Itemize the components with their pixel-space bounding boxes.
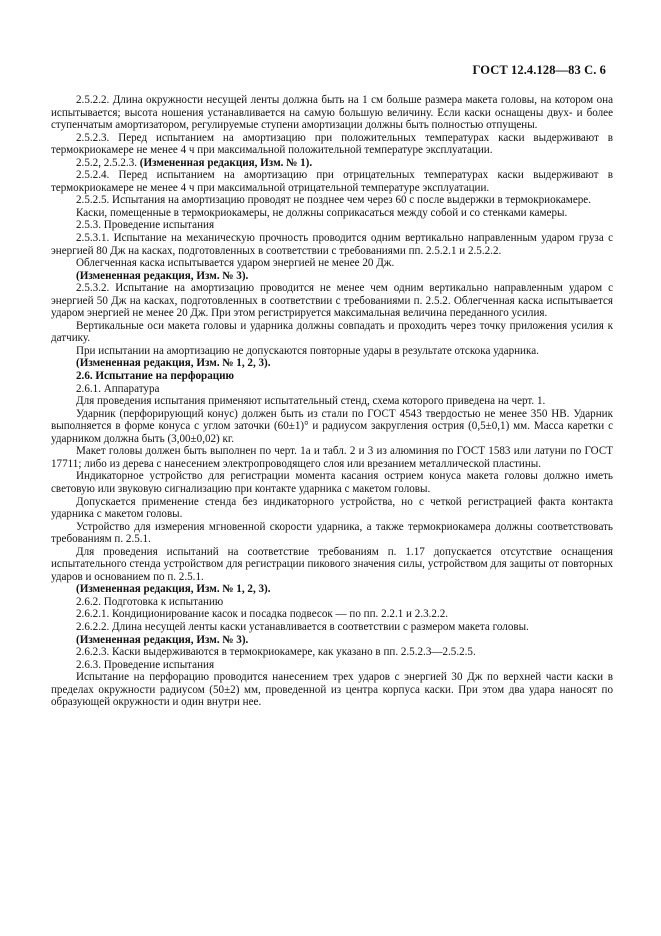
amendment-note: (Измененная редакция, Изм. № 1, 2, 3). (76, 357, 271, 370)
subsection-heading: 2.6.3. Проведение испытания (76, 658, 215, 671)
amendment-note: (Измененная редакция, Изм. № 3). (76, 633, 249, 646)
amendment-note: (Измененная редакция, Изм. № 3). (76, 269, 249, 282)
paragraph: При испытании на амортизацию не допускаются повторные удары в результате отскока ударника. (76, 344, 539, 357)
paragraph: Испытание на перфорацию проводится нанесением трех ударов с энергией 30 Дж по верхней части каски в пределах окружности радиусом (50±2) мм, проведенной из центра корпуса каски. При этом два удара наносят по образующей окружности и один внутри нее. (51, 671, 613, 709)
paragraph: Устройство для измерения мгновенной скорости ударника, а также термокриокамера должны соответствовать требованиям п. 2.5.1. (51, 520, 613, 546)
page-header: ГОСТ 12.4.128—83 С. 6 (472, 63, 606, 77)
paragraph: 2.6.2.1. Кондиционирование касок и посадка подвесок — по пп. 2.2.1 и 2.3.2.2. (76, 608, 449, 621)
paragraph: 2.5.2.4. Перед испытанием на амортизацию при отрицательных температурах каски выдерживают в термокриокамере не менее 4 ч при максимальной отрицательной температуре эксплуатации. (51, 169, 613, 194)
paragraph: 2.5.2.5. Испытания на амортизацию проводят не позднее чем через 60 с после выдержки в термокриокамере. (76, 194, 591, 207)
document-body (51, 94, 613, 709)
subsection-heading: 2.6.1. Аппаратура (76, 382, 160, 395)
paragraph: 2.5.2.3. Перед испытанием на амортизацию при положительных температурах каски выдерживают в термокриокамере не менее 4 ч при максимальной положительной температуре эксплуатации. (51, 131, 613, 157)
paragraph: Вертикальные оси макета головы и ударника должны совпадать и проходить через точку приложения усилия к датчику. (51, 319, 613, 345)
amendment-note: (Измененная редакция, Изм. № 1, 2, 3). (76, 583, 271, 596)
paragraph: Допускается применение стенда без индикаторного устройства, но с четкой регистрацией факта контакта ударника с макетом головы. (51, 495, 613, 521)
paragraph: Индикаторное устройство для регистрации момента касания острием конуса макета головы должно иметь световую или звуковую сигнализацию при контакте ударника с макетом головы. (51, 470, 613, 495)
paragraph: Макет головы должен быть выполнен по черт. 1а и табл. 2 и 3 из алюминия по ГОСТ 1583 или латуни по ГОСТ 17711; либо из дерева с нанесением электропроводящего слоя или врезанием металлической пластины. (51, 445, 613, 470)
paragraph: 2.5.3.2. Испытание на амортизацию проводится не менее чем одним вертикально направленным ударом с энергией 50 Дж на касках, подготовленных в соответствии с требованиями п. 2.5.2. Облегченная каска испытывается ударом энергией не менее 20 Дж. При этом регистрируется максимальная величина переданного усилия. (51, 282, 613, 320)
paragraph (51, 157, 613, 170)
section-heading: 2.6. Испытание на перфорацию (76, 370, 235, 383)
paragraph: Для проведения испытаний на соответствие требованиям п. 1.17 допускается отсутствие оснащения испытательного стенда устройством для регистрации пикового значения силы, устройством для защиты от повторных ударов и основанием по п. 2.5.1. (51, 545, 613, 583)
amendment-note: (Измененная редакция, Изм. № 1). (139, 156, 313, 169)
paragraph: Каски, помещенные в термокриокамеры, не должны соприкасаться между собой и со стенками камеры. (76, 206, 568, 219)
subsection-heading: 2.6.2. Подготовка к испытанию (76, 595, 224, 608)
paragraph: 2.5.3.1. Испытание на механическую прочность проводится одним вертикально направленным ударом груза с энергией 80 Дж на касках, подготовленных в соответствии с требованиями пп. 2.5.2.1 и 2.5.2.2. (51, 232, 613, 257)
paragraph: 2.6.2.3. Каски выдерживаются в термокриокамере, как указано в пп. 2.5.2.3—2.5.2.5. (76, 646, 476, 659)
paragraph: Облегченная каска испытывается ударом энергией не менее 20 Дж. (76, 257, 395, 270)
paragraph: 2.6.2.2. Длина несущей ленты каски устанавливается в соответствии с размером макета головы. (76, 620, 529, 633)
paragraph: 2.5.2.2. Длина окружности несущей ленты должна быть на 1 см больше размера макета головы, на котором она испытывается; высота ношения устанавливается на самую большую величину. Если каски оснащены двух- и более ступенчатым амортизатором, регулируемые ступени амортизации должны быть полностью отпущены. (51, 94, 613, 132)
paragraph: Для проведения испытания применяют испытательный стенд, схема которого приведена на черт. 1. (76, 395, 546, 408)
paragraph-prefix: 2.5.2, 2.5.2.3. (76, 156, 140, 169)
paragraph: Ударник (перфорирующий конус) должен быть из стали по ГОСТ 4543 твердостью не менее 350 НВ. Ударник выполняется в форме конуса с углом заточки (60±1)° и радиусом закругления острия (0,5±0,1) мм. Масса каретки с ударником должна быть (3,00±0,02) кг. (51, 407, 613, 445)
subsection-heading: 2.5.3. Проведение испытания (76, 219, 215, 232)
